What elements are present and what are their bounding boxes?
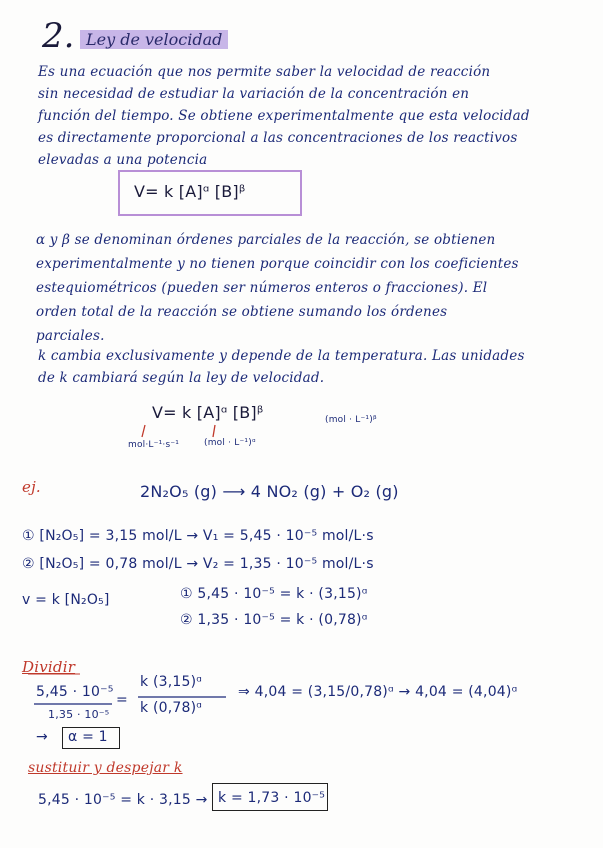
rhs-numerator: k (3,15)ᵅ — [140, 674, 203, 690]
alpha-arrow: → — [36, 729, 48, 745]
orders-line: α y β se denominan órdenes parciales de la reacción, se obtienen — [36, 232, 496, 248]
units-under-v: mol·L⁻¹·s⁻¹ — [128, 440, 180, 450]
orders-line: parciales. — [36, 328, 105, 344]
units-tail: (mol · L⁻¹)ᵝ — [325, 415, 377, 425]
title-number: 2. — [42, 16, 75, 56]
orders-line: experimentalmente y no tienen porque coincidir con los coeficientes — [36, 256, 519, 272]
rate-law: v = k [N₂O₅] — [22, 592, 110, 608]
intro-line: es directamente proporcional a las concentraciones de los reactivos — [38, 130, 518, 146]
orders-line: orden total de la reacción se obtiene sumando los órdenes — [36, 304, 448, 320]
alpha-result: α = 1 — [68, 729, 108, 745]
intro-line: elevadas a una potencia — [38, 152, 208, 168]
arrow-v-units — [142, 425, 145, 437]
substitution-1: ① 5,45 · 10⁻⁵ = k · (3,15)ᵅ — [180, 586, 368, 602]
intro-line: sin necesidad de estudiar la variación de la concentración en — [38, 86, 470, 102]
main-equation: V= k [A]ᵅ [B]ᵝ — [134, 182, 246, 201]
arrow-k-units — [213, 425, 215, 437]
fraction-denominator: 1,35 · 10⁻⁵ — [48, 708, 110, 721]
k-line: de k cambiará según la ley de velocidad. — [38, 370, 325, 386]
rhs-denominator: k (0,78)ᵅ — [140, 700, 203, 716]
k-result: k = 1,73 · 10⁻⁵ — [218, 790, 326, 806]
divide-result: ⇒ 4,04 = (3,15/0,78)ᵅ → 4,04 = (4,04)ᵅ — [238, 684, 518, 700]
orders-line: estequiométricos (pueden ser números enteros o fracciones). El — [36, 280, 488, 296]
data-row-1: ① [N₂O₅] = 3,15 mol/L → V₁ = 5,45 · 10⁻⁵ mol/L·s — [22, 528, 374, 544]
equals-sign: = — [116, 692, 128, 708]
k-line: k cambia exclusivamente y depende de la temperatura. Las unidades — [38, 348, 525, 364]
fraction-numerator: 5,45 · 10⁻⁵ — [36, 684, 114, 700]
units-equation: V= k [A]ᵅ [B]ᵝ — [152, 403, 264, 422]
example-label: ej. — [22, 478, 41, 496]
intro-line: Es una ecuación que nos permite saber la velocidad de reacción — [38, 64, 491, 80]
substitution-2: ② 1,35 · 10⁻⁵ = k · (0,78)ᵅ — [180, 612, 368, 628]
units-under-k: (mol · L⁻¹)ᵅ — [204, 438, 256, 448]
reaction: 2N₂O₅ (g) ⟶ 4 NO₂ (g) + O₂ (g) — [140, 482, 399, 501]
divide-label: Dividir — [22, 658, 76, 676]
page-title: Ley de velocidad — [80, 30, 228, 49]
substitute-equation: 5,45 · 10⁻⁵ = k · 3,15 → — [38, 792, 208, 808]
substitute-label: sustituir y despejar k — [28, 760, 183, 776]
intro-line: función del tiempo. Se obtiene experimentalmente que esta velocidad — [38, 108, 530, 124]
data-row-2: ② [N₂O₅] = 0,78 mol/L → V₂ = 1,35 · 10⁻⁵ mol/L·s — [22, 556, 374, 572]
